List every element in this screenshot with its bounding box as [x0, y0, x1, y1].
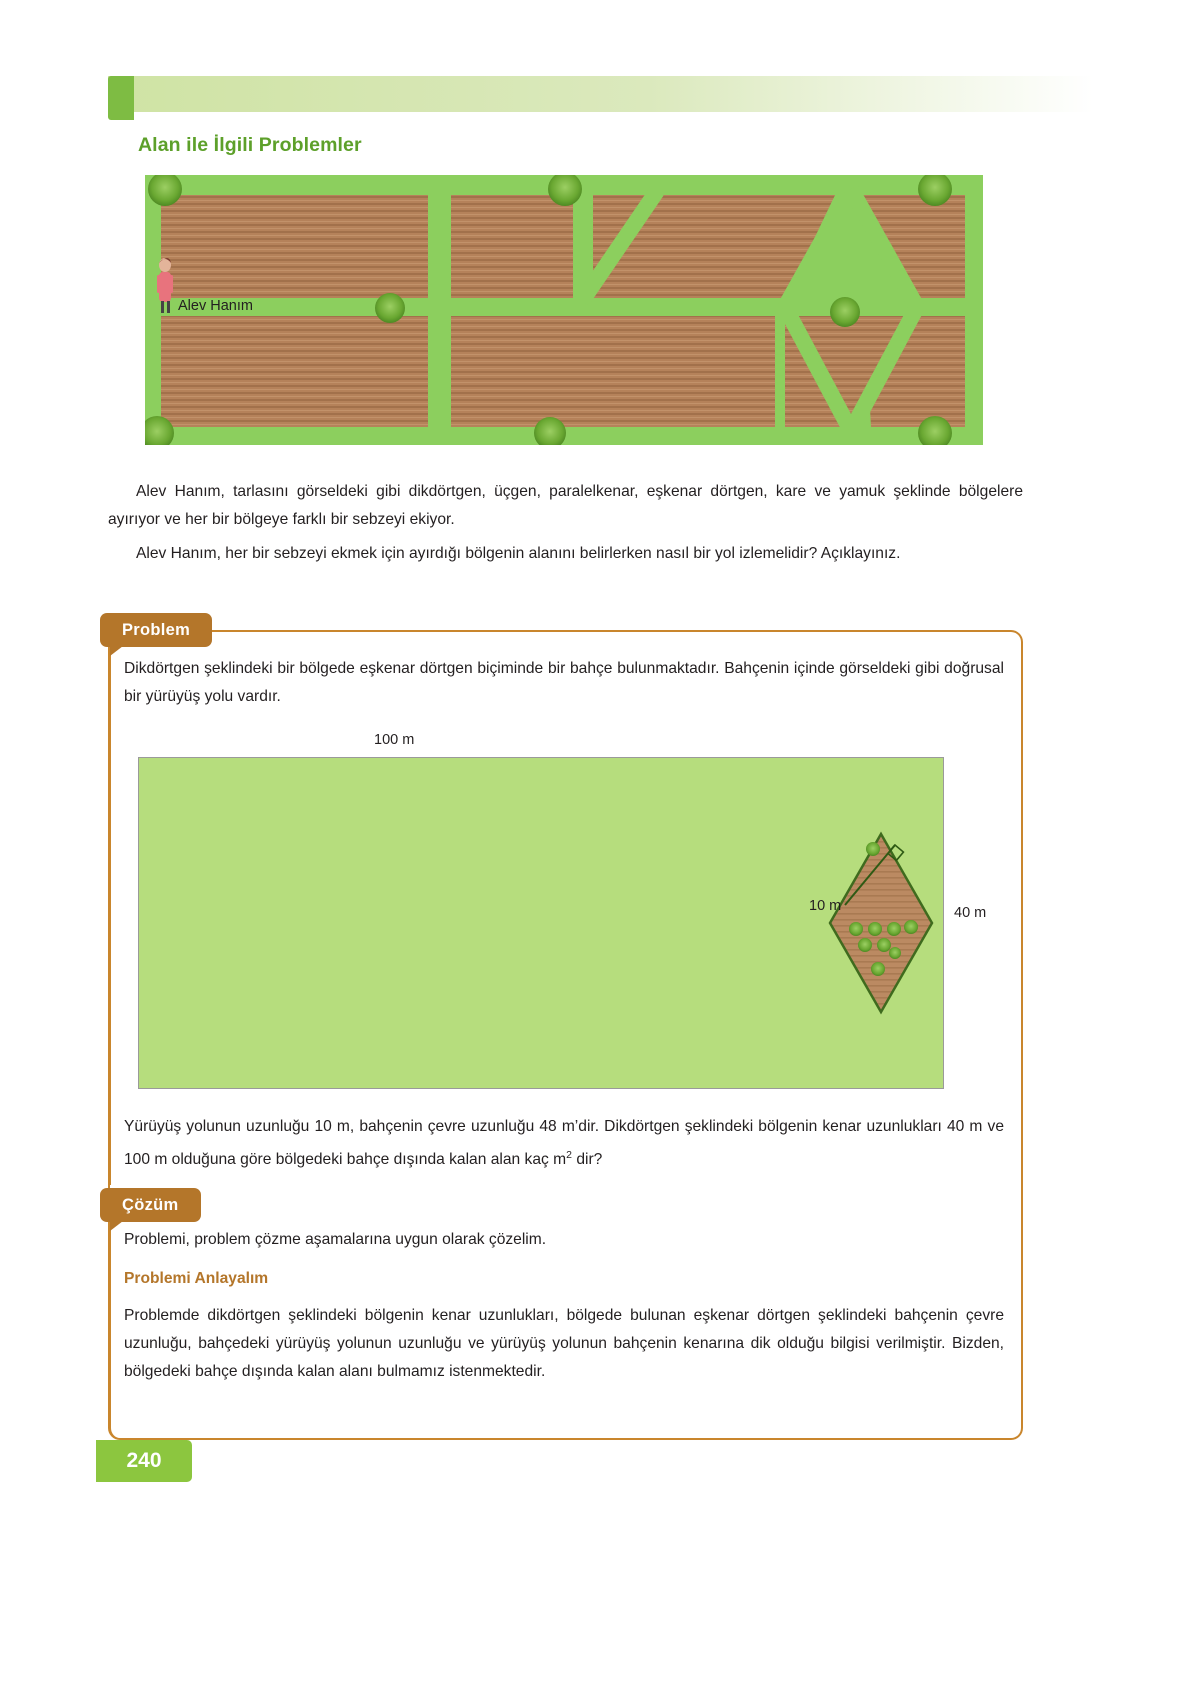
header-banner [108, 76, 1093, 112]
problem-tag: Problem [100, 613, 212, 647]
solution-subheading: Problemi Anlayalım [124, 1270, 269, 1287]
field-illustration [145, 175, 983, 445]
problem-question-part2: dir? [571, 1151, 603, 1169]
solution-body: Problemde dikdörtgen şeklindeki bölgenin kenar uzunlukları, bölgede bulunan eşkenar dörtgen şeklindeki bahçenin çevre uzunluğu, bahçedeki yürüyüş yolunun uzunluğu ve yürüyüş yolunun bahçenin kenarına dik olduğu bilgisi verilmiştir. Bizden, bölgedeki bahçe dışında kalan alanı bulmamız istenmektedir. [124, 1307, 1004, 1380]
intro-paragraph-2: Alev Hanım, her bir sebzeyi ekmek için ayırdığı bölgenin alanını belirlerken nasıl bir yol izlemelidir? Açıklayınız. [136, 545, 901, 562]
page-title: Alan ile İlgili Problemler [138, 134, 362, 156]
garden-diagram [138, 757, 944, 1089]
diagram-label-inner: 10 m [809, 898, 842, 914]
person-label: Alev Hanım [178, 298, 253, 314]
header-banner-tab [108, 76, 134, 120]
problem-question-part1: Yürüyüş yolunun uzunluğu 10 m, bahçenin çevre uzunluğu 48 m’dir. Dikdörtgen şeklindeki bölgenin kenar uzunlukları 40 m ve 100 m olduğuna göre bölgedeki bahçe dışında kalan alan kaç m [124, 1118, 1004, 1169]
diagram-label-top: 100 m [374, 732, 415, 748]
problem-statement: Dikdörtgen şeklindeki bir bölgede eşkenar dörtgen biçiminde bir bahçe bulunmaktadır. Bahçenin içinde görseldeki gibi doğrusal bir yürüyüş yolu vardır. [124, 660, 1004, 705]
intro-paragraph-1: Alev Hanım, tarlasını görseldeki gibi dikdörtgen, üçgen, paralelkenar, eşkenar dörtgen, kare ve yamuk şeklinde bölgelere ayırıyor ve her bir bölgeye farklı bir sebzeyi ekiyor. [108, 483, 1023, 528]
problem-question-exponent: 2 [566, 1149, 572, 1161]
solution-tag: Çözüm [100, 1188, 201, 1222]
page-number: 240 [96, 1440, 192, 1482]
solution-intro: Problemi, problem çözme aşamalarına uygun olarak çözelim. [124, 1231, 547, 1248]
diagram-label-right: 40 m [954, 905, 987, 921]
problem-question [124, 1113, 1004, 1174]
